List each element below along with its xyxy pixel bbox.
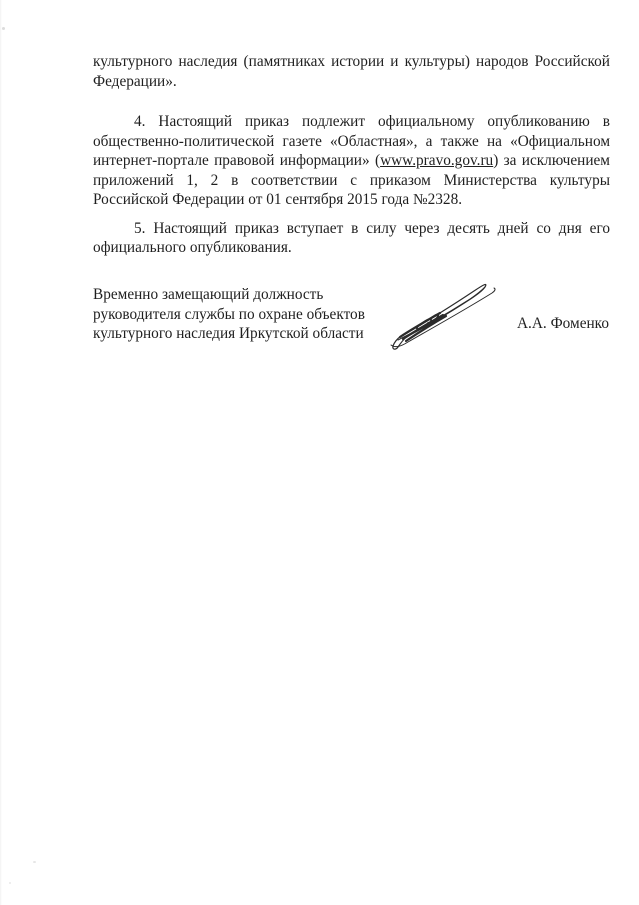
handwritten-signature-icon	[386, 277, 504, 352]
scan-speck	[9, 882, 11, 884]
item4-text-before-link: 4. Настоящий приказ подлежит официальному опубликованию в общественно-политической газете «Областная», а также на «Официальном интернет-портале правовой информации» (	[93, 113, 610, 169]
pravo-gov-ru-link: www.pravo.gov.ru	[380, 152, 494, 169]
scan-speck	[33, 861, 36, 863]
scan-speck	[2, 27, 5, 30]
item4-text-after-link: ) за исключением приложений 1, 2 в соответствии с приказом Министерства культуры Российской Федерации от 01 сентября 2015 года №2328.	[93, 152, 610, 208]
document-body	[93, 52, 610, 258]
signer-position-line-1: Временно замещающий должность	[93, 286, 324, 303]
signer-position-line-3: культурного наследия Иркутской области	[93, 325, 364, 343]
paragraph-continuation: культурного наследия (памятниках истории и культуры) народов Российской Федерации».	[93, 53, 610, 90]
signer-position-line-2: руководителя службы по охране объектов	[93, 305, 365, 323]
paragraph-item-4	[93, 112, 610, 210]
paragraph-item-5: 5. Настоящий приказ вступает в силу через десять дней со дня его официального опубликования.	[93, 219, 610, 256]
signer-name: А.А. Фоменко	[517, 315, 609, 332]
